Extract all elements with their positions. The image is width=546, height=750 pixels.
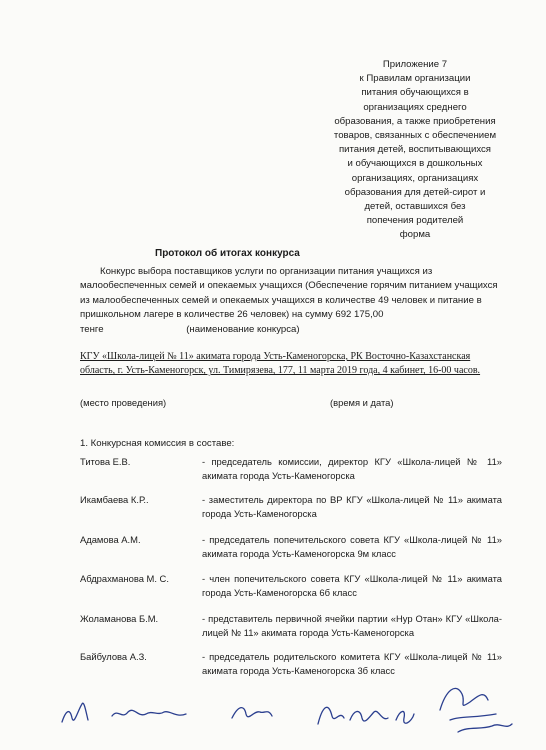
contest-name-hint: (наименование конкурса) — [186, 323, 300, 335]
place-hint: (место проведения) — [80, 397, 167, 408]
member-name: Титова Е.В. — [80, 456, 131, 467]
document-title: Протокол об итогах конкурса — [155, 248, 300, 259]
member-role: - представитель первичной ячейки партии «Нур Отан» КГУ «Школа-лицей № 11» акимата города Усть-Каменогорска — [202, 613, 502, 639]
contest-currency-line — [80, 323, 500, 337]
time-hint: (время и дата) — [330, 397, 394, 408]
handwritten-signatures — [0, 660, 546, 750]
signature-2 — [112, 710, 186, 716]
signature-6 — [440, 688, 512, 732]
signature-3 — [232, 708, 272, 718]
signature-1 — [62, 703, 88, 722]
appendix-header: Приложение 7 к Правилам организации питания обучающихся в организациях среднего образования, а также приобретения товаров, связанных с обеспечением питания детей, воспитывающихся и обучающихся в дошкольных организациях, организациях образования для детей-сирот и детей, оставшихся без попечения родителей форма — [333, 59, 497, 241]
commission-title: 1. Конкурсная комиссия в составе: — [80, 438, 235, 449]
contest-description: Конкурс выбора поставщиков услуги по организации питания учащихся из малообеспеченных семей и опекаемых учащихся (Обеспечение горячим питанием учащихся из малообеспеченных семей и опекаемых учащихся в количестве 49 человек и питание в пришкольном лагере в количестве 26 человек) на сумму 692 175,00 — [80, 266, 498, 321]
contest-intro — [80, 265, 500, 337]
member-role: - председатель родительского комитета КГУ «Школа-лицей № 11» акимата города Усть-Каменогорска 3б класс — [202, 651, 502, 677]
member-name: Адамова А.М. — [80, 534, 141, 545]
venue-details: КГУ «Школа-лицей № 11» акимата города Усть-Каменогорска, РК Восточно-Казахстанская область, г. Усть-Каменогорск, ул. Тимирязева, 177, 11 марта 2019 года, 4 кабинет, 16-00 часов. — [80, 351, 481, 377]
member-role: - член попечительского совета КГУ «Школа-лицей № 11» акимата города Усть-Каменогорска 6б класс — [202, 573, 502, 599]
member-role: - председатель попечительского совета КГУ «Школа-лицей № 11» акимата города Усть-Каменогорска 9м класс — [202, 534, 502, 560]
member-name: Жоламанова Б.М. — [80, 613, 159, 624]
member-name: Икамбаева К.Р.. — [80, 494, 149, 505]
currency-label: тенге — [80, 323, 104, 335]
member-role: - заместитель директора по ВР КГУ «Школа-лицей № 11» акимата города Усть-Каменогорска — [202, 494, 502, 520]
member-role: - председатель комиссии, директор КГУ «Школа-лицей № 11» акимата города Усть-Каменогорска — [202, 456, 502, 482]
signature-4 — [318, 707, 388, 724]
signature-5 — [396, 711, 414, 723]
member-name: Абдрахманова М. С. — [80, 573, 169, 584]
member-name: Байбулова А.З. — [80, 651, 147, 662]
